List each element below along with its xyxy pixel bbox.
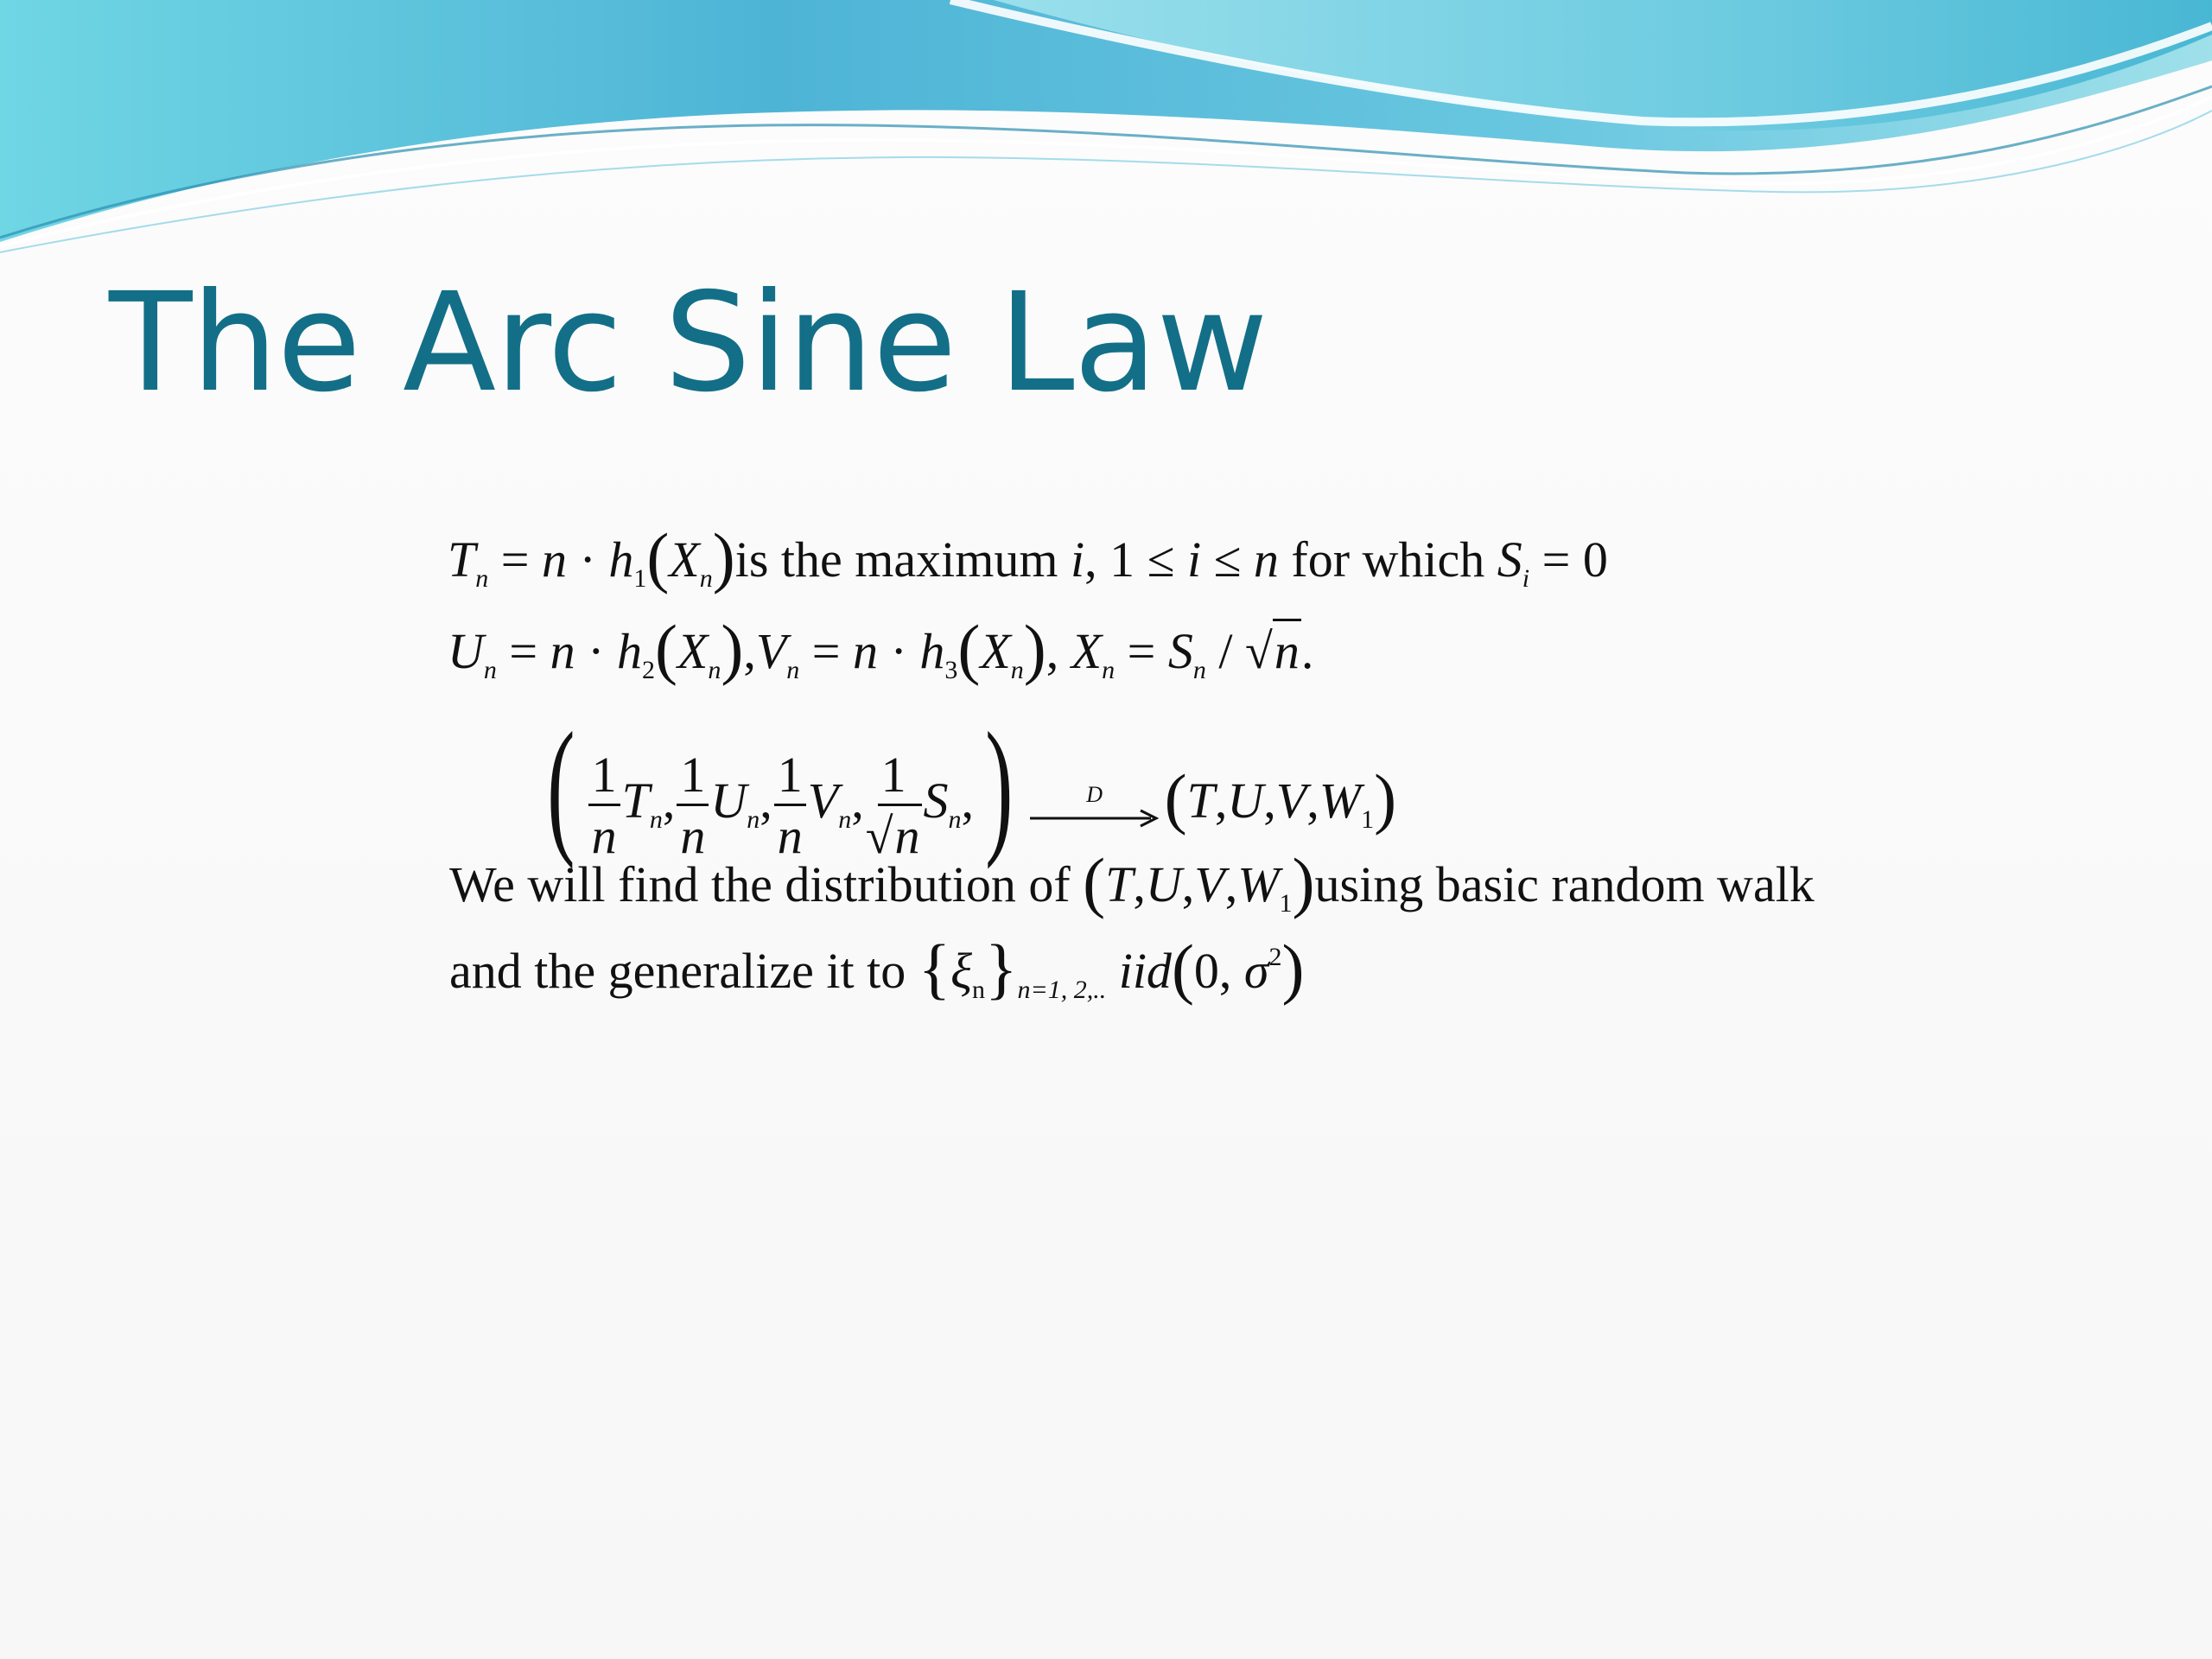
text-line-5: and the generalize it to $\{\xi_n\}_{n=1, 2,..}$ iid(0, $\sigma^2$) (449, 931, 1305, 1006)
wave-banner-decoration (0, 0, 2212, 259)
slide-title: The Arc Sine Law (109, 264, 1268, 423)
fraction: $\frac{1}{n}$ (774, 750, 806, 861)
equation-line-3: ( $\frac{1}{n}$ $T_n$, $\frac{1}{n}$ $U_n$, $\frac{1}{n}$ $V_n$, $\frac{1}{√n}$ $S_n$,) D $(T,U,V,W_1)$ (547, 702, 1397, 870)
text-line-4: We will find the distribution of $(T,U,V,W_1)using$ basic random walk (449, 844, 1815, 919)
fraction: $\frac{1}{n}$ (588, 750, 620, 861)
equation-line-1: $T_n = n \cdot h_1(X_n)is$ the maximum i, 1 ≤ i ≤ n for which $S_i = 0$ (448, 519, 1608, 594)
fraction: $\frac{1}{√n}$ (865, 747, 920, 865)
equation-line-2: $U_n = n \cdot h_2(X_n),V_n = n \cdot h_3(X_n)$, $X_n = S_n / √n$. (448, 611, 1314, 686)
fraction: $\frac{1}{n}$ (677, 750, 709, 861)
convergence-arrow: D (1030, 784, 1160, 829)
